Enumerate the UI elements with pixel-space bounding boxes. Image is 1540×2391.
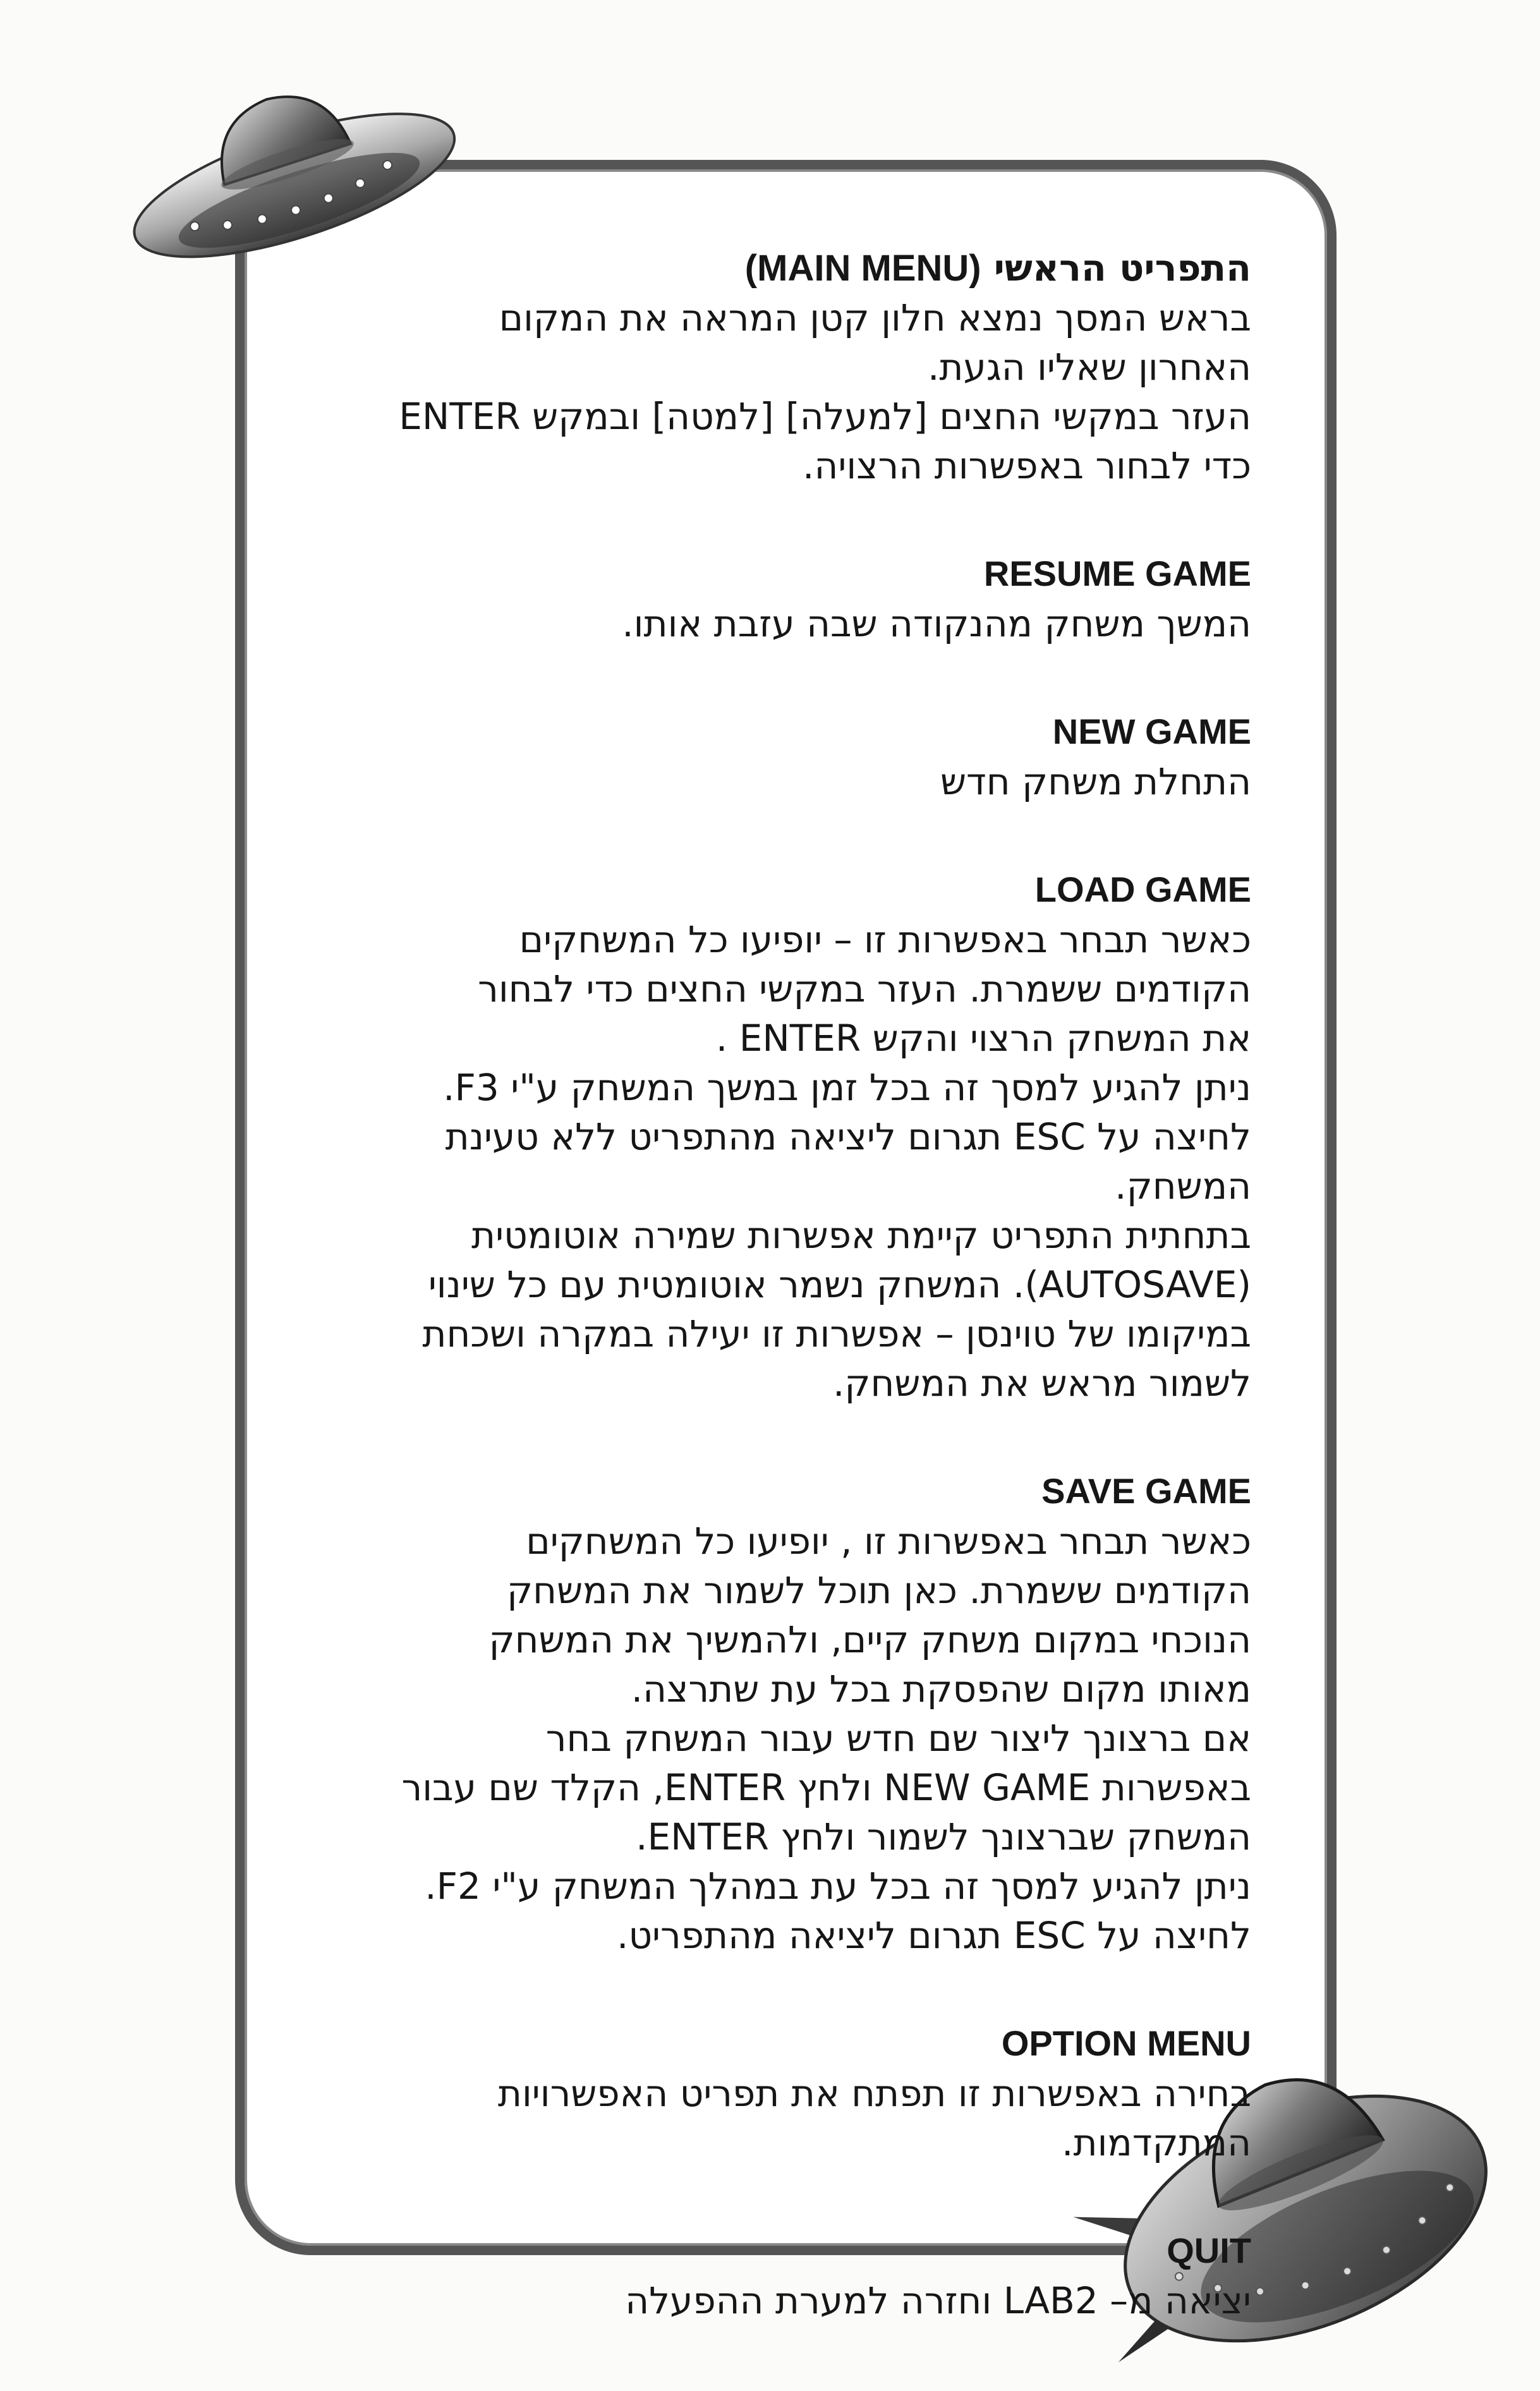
paragraph-line: את המשחק הרצוי והקש ENTER .	[715, 1017, 1251, 1060]
paragraph-line: מאותו מקום שהפסקת בכל עת שתרצה.	[631, 1668, 1251, 1710]
paragraph-line: המשחק.	[1115, 1165, 1251, 1208]
new-game-heading: NEW GAME	[1052, 711, 1251, 751]
save-game-heading: SAVE GAME	[1041, 1471, 1251, 1511]
paragraph-line: לחיצה על ESC תגרום ליציאה מהתפריט ללא טעינת	[445, 1115, 1251, 1158]
paragraph-line: בראש המסך נמצא חלון קטן המראה את המקום	[499, 296, 1251, 339]
paragraph-line: הקודמים ששמרת. העזר במקשי החצים כדי לבחור	[478, 967, 1251, 1010]
paragraph-line: באפשרות NEW GAME ולחץ ENTER, הקלד שם עבור	[401, 1766, 1251, 1809]
paragraph-line: לחיצה על ESC תגרום ליציאה מהתפריט.	[617, 1914, 1251, 1957]
flying-saucer-top-icon	[111, 57, 464, 272]
paragraph-line: התחלת משחק חדש	[940, 760, 1251, 803]
paragraph-line: הקודמים ששמרת. כאן תוכל לשמור את המשחק	[507, 1569, 1251, 1612]
main-menu-title	[354, 243, 1251, 293]
paragraph-line: ניתן להגיע למסך זה בכל עת במהלך המשחק ע"י F2.	[425, 1865, 1251, 1908]
title-english: (MAIN MENU)	[744, 248, 981, 289]
main-menu-help-text	[354, 243, 1251, 2325]
load-game-heading: LOAD GAME	[1034, 869, 1251, 909]
paragraph-line: יציאה מ– LAB2 וחזרה למערת ההפעלה	[625, 2279, 1251, 2322]
paragraph-line: המתקדמות.	[1062, 2121, 1251, 2164]
paragraph-line: במיקומו של טוינסן – אפשרות זו יעילה במקרה ושכחת	[422, 1312, 1251, 1355]
paragraph-line: המשחק שברצונך לשמור ולחץ ENTER.	[636, 1815, 1251, 1858]
paragraph-line: לשמור מראש את המשחק.	[832, 1362, 1251, 1405]
paragraph-line: הנוכחי במקום משחק קיים, ולהמשיך את המשחק	[488, 1618, 1251, 1661]
paragraph-line: האחרון שאליו הגעת.	[927, 346, 1251, 389]
title-hebrew: התפריט הראשי	[993, 246, 1251, 289]
paragraph-line: ניתן להגיע למסך זה בכל זמן במשך המשחק ע"י F3.	[443, 1066, 1251, 1109]
quit-heading: QUIT	[1167, 2231, 1251, 2270]
resume-game-heading: RESUME GAME	[983, 554, 1251, 593]
paragraph-line: בחירה באפשרות זו תפתח את תפריט האפשרויות	[497, 2072, 1251, 2115]
paragraph-line: המשך משחק מהנקודה שבה עזבת אותו.	[622, 602, 1251, 645]
paragraph-line: (AUTOSAVE). המשחק נשמר אוטומטית עם כל שינוי	[428, 1263, 1251, 1306]
paragraph-line: כדי לבחור באפשרות הרצויה.	[803, 444, 1251, 487]
paragraph-line: כאשר תבחר באפשרות זו , יופיעו כל המשחקים	[526, 1520, 1251, 1563]
paragraph-line: בתחתית התפריט קיימת אפשרות שמירה אוטומטית	[471, 1214, 1251, 1257]
paragraph-line: כאשר תבחר באפשרות זו – יופיעו כל המשחקים	[519, 918, 1251, 961]
paragraph-line: העזר במקשי החצים [למעלה] [למטה] ובמקש ENTER	[399, 395, 1251, 438]
paragraph-line: אם ברצונך ליצור שם חדש עבור המשחק בחר	[545, 1717, 1251, 1760]
option-menu-heading: OPTION MENU	[1001, 2023, 1251, 2063]
